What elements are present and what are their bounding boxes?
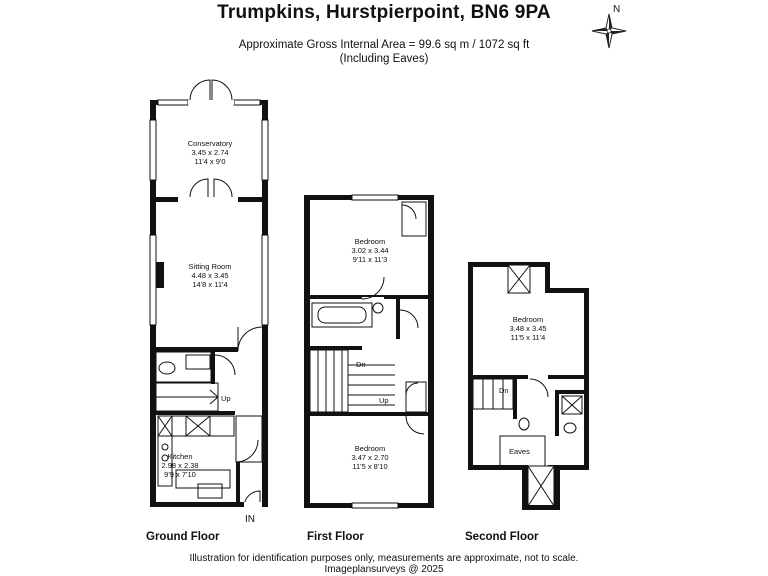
entrance-label: IN xyxy=(245,514,255,525)
sitting-room-imperial: 14'8 x 11'4 xyxy=(192,280,228,289)
sitting-room-metric: 4.48 x 3.45 xyxy=(191,271,229,280)
kitchen-imperial: 9'9 x 7'10 xyxy=(164,470,196,479)
kitchen-metric: 2.98 x 2.38 xyxy=(161,461,199,470)
bedroom-first-top-metric: 3.02 x 3.44 xyxy=(351,246,389,255)
first-stairs-down: Dn xyxy=(356,360,366,369)
bedroom-first-bottom-name: Bedroom xyxy=(354,444,386,453)
kitchen-name: Kitchen xyxy=(167,452,193,461)
bedroom-second-imperial: 11'5 x 11'4 xyxy=(510,333,546,342)
ground-stairs-up: Up xyxy=(221,394,231,403)
first-stairs-up: Up xyxy=(379,396,389,405)
room-kitchen xyxy=(140,452,220,479)
ground-floor-label: Ground Floor xyxy=(146,531,220,543)
conservatory-metric: 3.45 x 2.74 xyxy=(191,148,229,157)
eaves-label: Eaves xyxy=(509,447,530,456)
disclaimer-line-1: Illustration for identification purposes only, measurements are approximate, not to scale. xyxy=(189,553,579,564)
room-sitting-room xyxy=(175,262,245,289)
room-bedroom-first-bottom xyxy=(335,444,405,471)
disclaimer-line-2: Imageplansurveys @ 2025 xyxy=(324,564,444,575)
second-stairs-down: Dn xyxy=(499,386,509,395)
disclaimer xyxy=(0,553,768,575)
second-floor-label: Second Floor xyxy=(465,531,539,543)
page-title: Trumpkins, Hurstpierpoint, BN6 9PA xyxy=(217,2,551,23)
bedroom-second-metric: 3.48 x 3.45 xyxy=(509,324,547,333)
north-label: N xyxy=(613,4,621,15)
bedroom-first-bottom-imperial: 11'5 x 8'10 xyxy=(352,462,388,471)
conservatory-imperial: 11'4 x 9'0 xyxy=(194,157,226,166)
room-bedroom-first-top xyxy=(335,237,405,264)
room-conservatory xyxy=(175,139,245,166)
sitting-room-name: Sitting Room xyxy=(188,262,232,271)
bedroom-first-top-imperial: 9'11 x 11'3 xyxy=(352,255,388,264)
first-floor-label: First Floor xyxy=(307,531,364,543)
bedroom-second-name: Bedroom xyxy=(512,315,544,324)
area-line-2: (Including Eaves) xyxy=(339,53,429,65)
bedroom-first-top-name: Bedroom xyxy=(354,237,386,246)
bedroom-first-bottom-metric: 3.47 x 2.70 xyxy=(351,453,389,462)
room-bedroom-second xyxy=(493,315,563,342)
area-line-1: Approximate Gross Internal Area = 99.6 sq m / 1072 sq ft xyxy=(238,39,530,51)
conservatory-name: Conservatory xyxy=(187,139,233,148)
